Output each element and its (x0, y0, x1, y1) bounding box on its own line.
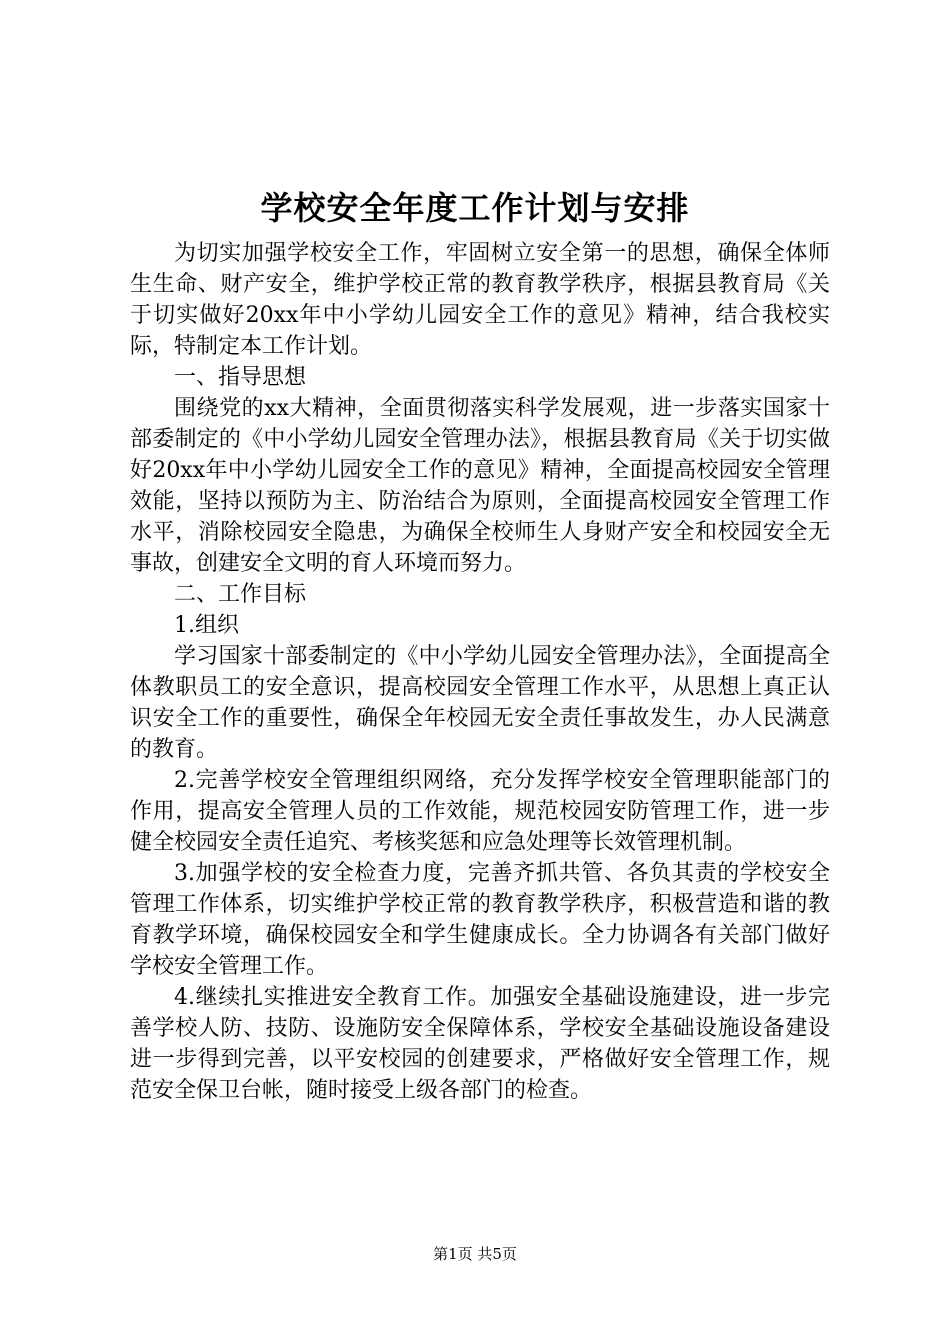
paragraph-goal-3: 3.加强学校的安全检查力度，完善齐抓共管、各负其责的学校安全管理工作体系，切实维护学校正常的教育教学秩序，积极营造和谐的教育教学环境，确保校园安全和学生健康成长。全力协调各有关部门做好学校安全管理工作。 (130, 861, 830, 979)
paragraph-organization: 学习国家十部委制定的《中小学幼儿园安全管理办法》，全面提高全体教职员工的安全意识，提高校园安全管理工作水平，从思想上真正认识安全工作的重要性，确保全年校园无安全责任事故发生，办人民满意的教育。 (130, 644, 830, 762)
document-body (130, 238, 830, 1106)
heading-guiding-ideology: 一、指导思想 (174, 365, 307, 390)
page-number: 第1页 共5页 (433, 1245, 517, 1263)
paragraph-guiding-ideology: 围绕党的xx大精神，全面贯彻落实科学发展观，进一步落实国家十部委制定的《中小学幼儿园安全管理办法》，根据县教育局《关于切实做好20xx年中小学幼儿园安全工作的意见》精神，全面提高校园安全管理效能，坚持以预防为主、防治结合为原则，全面提高校园安全管理工作水平，消除校园安全隐患，为确保全校师生人身财产安全和校园安全无事故，创建安全文明的育人环境而努力。 (130, 396, 830, 576)
paragraph-goal-2: 2.完善学校安全管理组织网络，充分发挥学校安全管理职能部门的作用，提高安全管理人员的工作效能，规范校园安防管理工作，进一步健全校园安全责任追究、考核奖惩和应急处理等长效管理机制。 (130, 768, 830, 855)
subheading-organization: 1.组织 (174, 613, 239, 638)
paragraph-intro: 为切实加强学校安全工作，牢固树立安全第一的思想，确保全体师生生命、财产安全，维护学校正常的教育教学秩序，根据县教育局《关于切实做好20xx年中小学幼儿园安全工作的意见》精神，结合我校实际，特制定本工作计划。 (130, 241, 830, 359)
document-title: 学校安全年度工作计划与安排 (260, 189, 690, 227)
paragraph-goal-4: 4.继续扎实推进安全教育工作。加强安全基础设施建设，进一步完善学校人防、技防、设施防安全保障体系，学校安全基础设施设备建设进一步得到完善，以平安校园的创建要求，严格做好安全管理工作，规范安全保卫台帐，随时接受上级各部门的检查。 (130, 985, 830, 1103)
heading-work-goals: 二、工作目标 (174, 582, 307, 607)
